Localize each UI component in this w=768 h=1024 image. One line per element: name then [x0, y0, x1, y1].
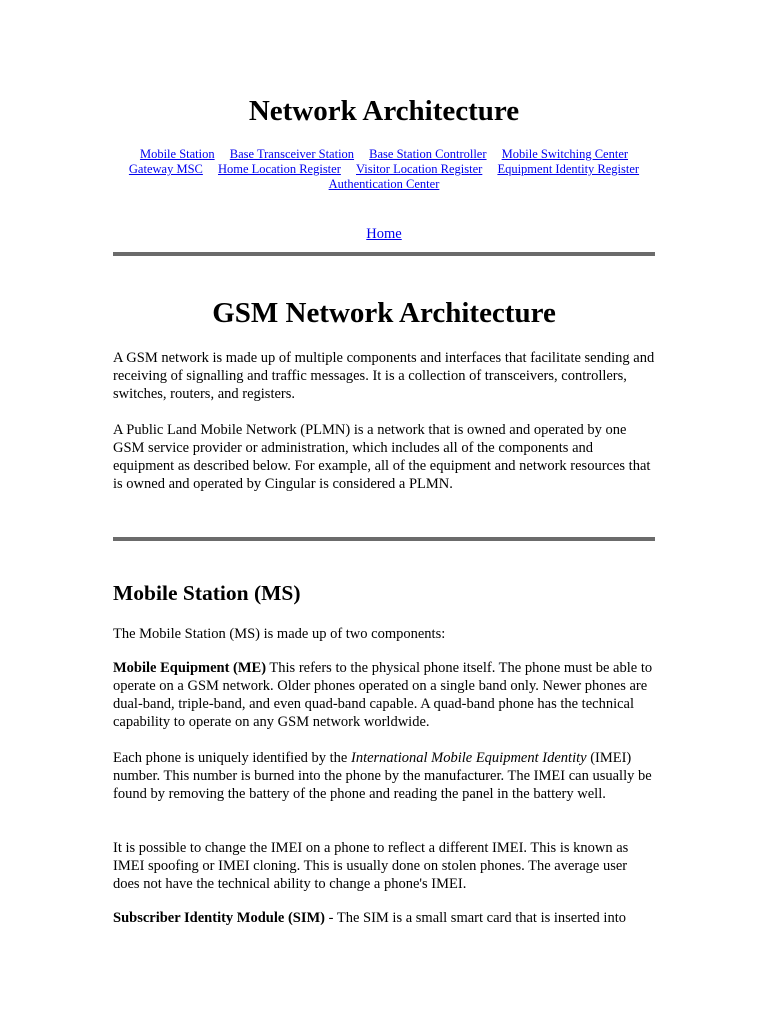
page-title: Network Architecture [248, 95, 520, 127]
imei-paragraph [113, 749, 655, 803]
nav-link-home-location-register[interactable]: Home Location Register [217, 162, 341, 176]
divider [113, 252, 655, 256]
sim-paragraph [113, 909, 655, 927]
divider [113, 537, 655, 541]
gsm-paragraph-1: A GSM network is made up of multiple components and interfaces that facilitate sending and receiving of signalling and traffic messages. It is a collection of transceivers, controllers, switches, routers, and registers. [113, 350, 655, 402]
nav-link-mobile-switching-center[interactable]: Mobile Switching Center [501, 147, 629, 161]
imei-text-post: (IMEI) number. This number is burned into the phone by the manufacturer. The IMEI can usually be found by removing the battery of the phone and reading the panel in the battery well. [113, 750, 652, 802]
home-link[interactable]: Home [366, 226, 402, 242]
gsm-paragraph-2: A Public Land Mobile Network (PLMN) is a network that is owned and operated by one GSM service provider or administration, which includes all of the components and equipment as described below. For example, all of the equipment and network resources that is owned and operated by Cingular is considered a PLMN. [113, 422, 651, 492]
nav-link-visitor-location-register[interactable]: Visitor Location Register [356, 162, 483, 176]
ms-intro: The Mobile Station (MS) is made up of two components: [113, 626, 446, 642]
nav-link-base-transceiver-station[interactable]: Base Transceiver Station [229, 147, 355, 161]
section-heading-gsm: GSM Network Architecture [212, 297, 556, 329]
me-text: This refers to the physical phone itself. The phone must be able to operate on a GSM network. Older phones operated on a single band only. Newer phones are dual-band, triple-band, and even quad-band capable. A quad-band phone has the technical capability to operate on any GSM network worldwide. [113, 660, 653, 730]
nav-links [113, 147, 655, 192]
nav-link-equipment-identity-register[interactable]: Equipment Identity Register [497, 162, 640, 176]
sim-text: - The SIM is a small smart card that is inserted into [325, 910, 626, 926]
nav-link-mobile-station[interactable]: Mobile Station [139, 147, 215, 161]
imei-term: International Mobile Equipment Identity [350, 750, 587, 766]
section-heading-mobile-station: Mobile Station (MS) [113, 581, 301, 605]
home-link-row [113, 225, 655, 243]
imei-text-pre: Each phone is uniquely identified by the [113, 750, 351, 766]
me-paragraph [113, 659, 655, 731]
nav-link-gateway-msc[interactable]: Gateway MSC [128, 162, 203, 176]
sim-label: Subscriber Identity Module (SIM) [113, 910, 326, 926]
nav-link-authentication-center[interactable]: Authentication Center [328, 177, 440, 191]
me-label: Mobile Equipment (ME) [113, 660, 267, 676]
nav-link-base-station-controller[interactable]: Base Station Controller [369, 147, 487, 161]
imei-spoof-paragraph: It is possible to change the IMEI on a phone to reflect a different IMEI. This is known as IMEI spoofing or IMEI cloning. This is usually done on stolen phones. The average user does not have the technical ability to change a phone's IMEI. [113, 840, 629, 892]
